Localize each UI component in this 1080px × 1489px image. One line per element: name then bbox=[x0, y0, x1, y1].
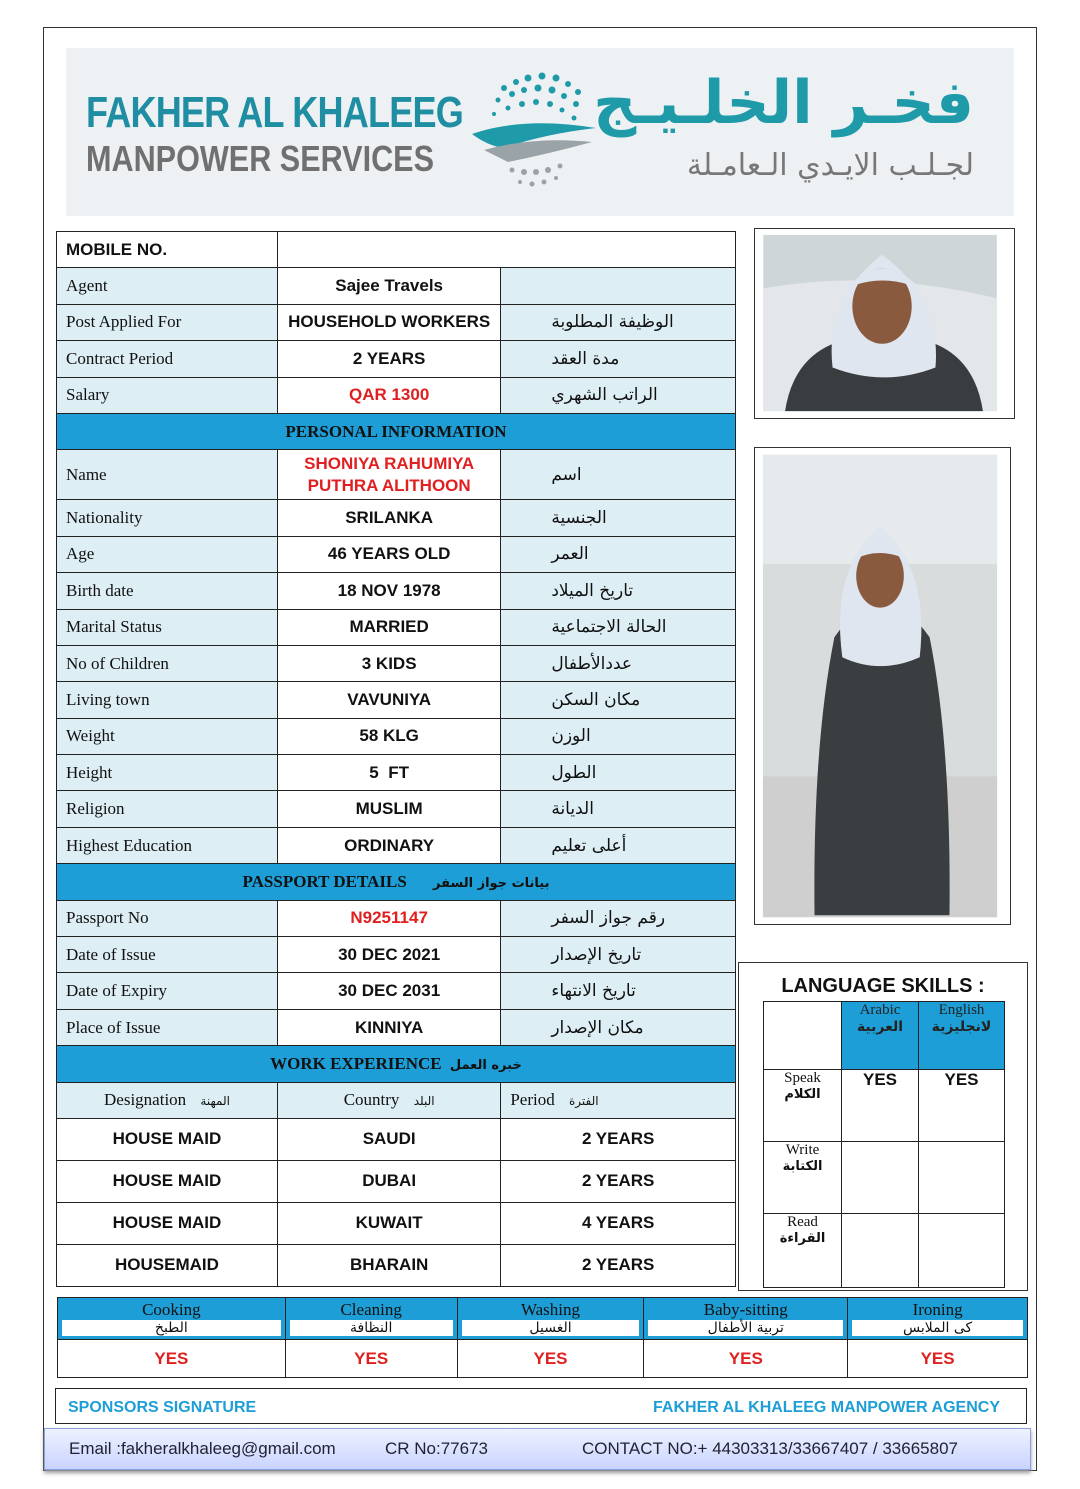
designation-cell: HOUSE MAID bbox=[57, 1118, 278, 1160]
field-label: Place of Issue bbox=[57, 1009, 278, 1045]
field-label: Highest Education bbox=[57, 827, 278, 863]
field-label: Nationality bbox=[57, 500, 278, 536]
work-columns-row bbox=[57, 1082, 736, 1118]
skill-header: Cleaning النظافة bbox=[285, 1298, 457, 1340]
field-label: Living town bbox=[57, 682, 278, 718]
field-value: MUSLIM bbox=[277, 791, 500, 827]
info-row bbox=[57, 718, 736, 754]
field-label-ar: الطول bbox=[501, 755, 736, 791]
field-label-ar: أعلى تعليم bbox=[501, 827, 736, 863]
country-cell: BHARAIN bbox=[277, 1244, 500, 1286]
name-value bbox=[277, 450, 500, 500]
field-label: Post Applied For bbox=[57, 304, 278, 340]
info-row bbox=[57, 827, 736, 863]
field-value: Sajee Travels bbox=[277, 268, 500, 304]
col-arabic: Arabic العربية bbox=[842, 1002, 919, 1070]
field-label-ar: مكان الإصدار bbox=[501, 1009, 736, 1045]
full-body-photo-image bbox=[755, 448, 1010, 924]
field-label-ar: عددالأطفال bbox=[501, 645, 736, 681]
contract-row bbox=[57, 341, 736, 377]
section-title-ar: بيانات جواز السفر bbox=[433, 875, 550, 891]
section-title bbox=[57, 1046, 736, 1082]
row-write: Write الكتابة bbox=[764, 1142, 842, 1214]
field-value: 18 NOV 1978 bbox=[277, 573, 500, 609]
field-label-ar: الديانة bbox=[501, 791, 736, 827]
field-label: Height bbox=[57, 755, 278, 791]
field-label-ar: الجنسية bbox=[501, 500, 736, 536]
brand-name-ar: فخـر الخلـيـج bbox=[593, 68, 974, 138]
brand-tagline-ar: لجـلـب الايـدي الـعامـلة bbox=[686, 148, 974, 183]
field-label: Birth date bbox=[57, 573, 278, 609]
passport-no-row bbox=[57, 900, 736, 936]
period-cell: 2 YEARS bbox=[501, 1160, 736, 1202]
empty-corner-cell bbox=[764, 1002, 842, 1070]
work-row bbox=[57, 1118, 736, 1160]
work-row bbox=[57, 1202, 736, 1244]
country-cell: SAUDI bbox=[277, 1118, 500, 1160]
skill-header: Washing الغسيل bbox=[457, 1298, 644, 1340]
designation-cell: HOUSEMAID bbox=[57, 1244, 278, 1286]
language-skills-table bbox=[763, 1001, 1005, 1288]
row-read: Read القراءة bbox=[764, 1214, 842, 1288]
brand-tagline-en: MANPOWER SERVICES bbox=[86, 138, 434, 179]
read-english bbox=[919, 1214, 1005, 1288]
mobile-value bbox=[277, 232, 735, 268]
household-skills-table bbox=[57, 1297, 1028, 1378]
field-label-ar: اسم bbox=[501, 450, 736, 500]
field-value: 30 DEC 2031 bbox=[277, 973, 500, 1009]
period-cell: 2 YEARS bbox=[501, 1118, 736, 1160]
info-row bbox=[57, 645, 736, 681]
brand-name-en: FAKHER AL KHALEEG bbox=[86, 88, 463, 137]
footer-email: Email :fakheralkhaleeg@gmail.com bbox=[69, 1439, 336, 1458]
info-row bbox=[57, 500, 736, 536]
info-row bbox=[57, 1009, 736, 1045]
section-title bbox=[57, 864, 736, 900]
sponsor-signature-label: SPONSORS SIGNATURE bbox=[68, 1399, 257, 1416]
field-label: Religion bbox=[57, 791, 278, 827]
field-label-ar: تاريخ الانتهاء bbox=[501, 973, 736, 1009]
section-title-ar: خبره العمل bbox=[449, 1057, 522, 1073]
work-section-header bbox=[57, 1046, 736, 1082]
column-header-period: Period الفترة bbox=[501, 1082, 736, 1118]
work-row bbox=[57, 1160, 736, 1202]
skill-header: Cooking الطبخ bbox=[58, 1298, 286, 1340]
salary-row bbox=[57, 377, 736, 413]
field-label-ar: مدة العقد bbox=[501, 341, 736, 377]
designation-cell: HOUSE MAID bbox=[57, 1202, 278, 1244]
field-value: MARRIED bbox=[277, 609, 500, 645]
field-value: SRILANKA bbox=[277, 500, 500, 536]
info-row bbox=[57, 609, 736, 645]
skill-value: YES bbox=[848, 1340, 1028, 1378]
post-row bbox=[57, 304, 736, 340]
field-label: Age bbox=[57, 536, 278, 572]
field-value: 58 KLG bbox=[277, 718, 500, 754]
field-label: No of Children bbox=[57, 645, 278, 681]
field-value: 46 YEARS OLD bbox=[277, 536, 500, 572]
period-cell: 4 YEARS bbox=[501, 1202, 736, 1244]
write-english bbox=[919, 1142, 1005, 1214]
field-label-ar bbox=[501, 268, 736, 304]
column-header-country: Country البلد bbox=[277, 1082, 500, 1118]
skill-header: Baby-sitting تربية الأطفال bbox=[644, 1298, 848, 1340]
field-value: VAVUNIYA bbox=[277, 682, 500, 718]
info-row bbox=[57, 791, 736, 827]
field-label: Salary bbox=[57, 377, 278, 413]
portrait-photo bbox=[754, 228, 1015, 419]
row-speak: Speak الكلام bbox=[764, 1070, 842, 1142]
passport-section-header bbox=[57, 864, 736, 900]
footer-contact: CONTACT NO:+ 44303313/33667407 / 33665807 bbox=[582, 1439, 958, 1458]
col-english: English لانجليزية bbox=[919, 1002, 1005, 1070]
portrait-photo-image bbox=[755, 229, 1014, 418]
field-value: HOUSEHOLD WORKERS bbox=[277, 304, 500, 340]
field-label: Date of Expiry bbox=[57, 973, 278, 1009]
field-value: 2 YEARS bbox=[277, 341, 500, 377]
field-label: Marital Status bbox=[57, 609, 278, 645]
field-label-ar: مكان السكن bbox=[501, 682, 736, 718]
field-value: ORDINARY bbox=[277, 827, 500, 863]
section-title: PERSONAL INFORMATION bbox=[57, 413, 736, 449]
field-label: Date of Issue bbox=[57, 937, 278, 973]
name-line-2: PUTHRA ALITHOON bbox=[307, 475, 471, 495]
write-arabic bbox=[842, 1142, 919, 1214]
field-label: Weight bbox=[57, 718, 278, 754]
info-row bbox=[57, 755, 736, 791]
field-value: KINNIYA bbox=[277, 1009, 500, 1045]
name-line-1: SHONIYA RAHUMIYA bbox=[304, 453, 475, 473]
section-title-en: PASSPORT DETAILS bbox=[242, 871, 407, 891]
field-label-ar: رقم جواز السفر bbox=[501, 900, 736, 936]
read-arabic bbox=[842, 1214, 919, 1288]
letterhead bbox=[66, 48, 1014, 216]
signature-bar bbox=[55, 1388, 1027, 1424]
skill-value: YES bbox=[285, 1340, 457, 1378]
applicant-details-table bbox=[56, 231, 736, 1287]
field-label-ar: الوزن bbox=[501, 718, 736, 754]
field-label-ar: العمر bbox=[501, 536, 736, 572]
country-cell: DUBAI bbox=[277, 1160, 500, 1202]
mobile-row bbox=[57, 232, 736, 268]
field-value: 30 DEC 2021 bbox=[277, 937, 500, 973]
field-label-ar: الراتب الشهري bbox=[501, 377, 736, 413]
section-title-en: WORK EXPERIENCE bbox=[270, 1053, 442, 1073]
field-label: Agent bbox=[57, 268, 278, 304]
info-row bbox=[57, 573, 736, 609]
field-label-ar: الوظيفة المطلوبة bbox=[501, 304, 736, 340]
info-row bbox=[57, 937, 736, 973]
field-label: Name bbox=[57, 450, 278, 500]
passport-no-value: N9251147 bbox=[277, 900, 500, 936]
name-row bbox=[57, 450, 736, 500]
skill-value: YES bbox=[644, 1340, 848, 1378]
info-row bbox=[57, 682, 736, 718]
skill-value: YES bbox=[457, 1340, 644, 1378]
column-header-designation: Designation المهنة bbox=[57, 1082, 278, 1118]
speak-arabic: YES bbox=[842, 1070, 919, 1142]
company-logo-icon bbox=[464, 58, 604, 198]
salary-value: QAR 1300 bbox=[277, 377, 500, 413]
language-skills-title: LANGUAGE SKILLS : bbox=[781, 975, 985, 997]
info-row bbox=[57, 973, 736, 1009]
designation-cell: HOUSE MAID bbox=[57, 1160, 278, 1202]
footer-cr: CR No:77673 bbox=[385, 1439, 489, 1458]
field-label-ar: تاريخ الإصدار bbox=[501, 937, 736, 973]
agency-signature-label: FAKHER AL KHALEEG MANPOWER AGENCY bbox=[653, 1399, 1000, 1416]
speak-english: YES bbox=[919, 1070, 1005, 1142]
agent-row bbox=[57, 268, 736, 304]
work-row bbox=[57, 1244, 736, 1286]
mobile-label: MOBILE NO. bbox=[57, 232, 278, 268]
field-label: Contract Period bbox=[57, 341, 278, 377]
language-skills-box bbox=[738, 962, 1028, 1291]
field-label-ar: تاريخ الميلاد bbox=[501, 573, 736, 609]
field-value: 5 FT bbox=[277, 755, 500, 791]
skill-value: YES bbox=[58, 1340, 286, 1378]
field-value: 3 KIDS bbox=[277, 645, 500, 681]
period-cell: 2 YEARS bbox=[501, 1244, 736, 1286]
full-body-photo bbox=[754, 447, 1011, 925]
contact-footer bbox=[44, 1428, 1031, 1470]
country-cell: KUWAIT bbox=[277, 1202, 500, 1244]
field-label-ar: الحالة الاجتماعية bbox=[501, 609, 736, 645]
info-row bbox=[57, 536, 736, 572]
personal-section-header bbox=[57, 413, 736, 449]
skill-header: Ironing كى الملابس bbox=[848, 1298, 1028, 1340]
field-label: Passport No bbox=[57, 900, 278, 936]
